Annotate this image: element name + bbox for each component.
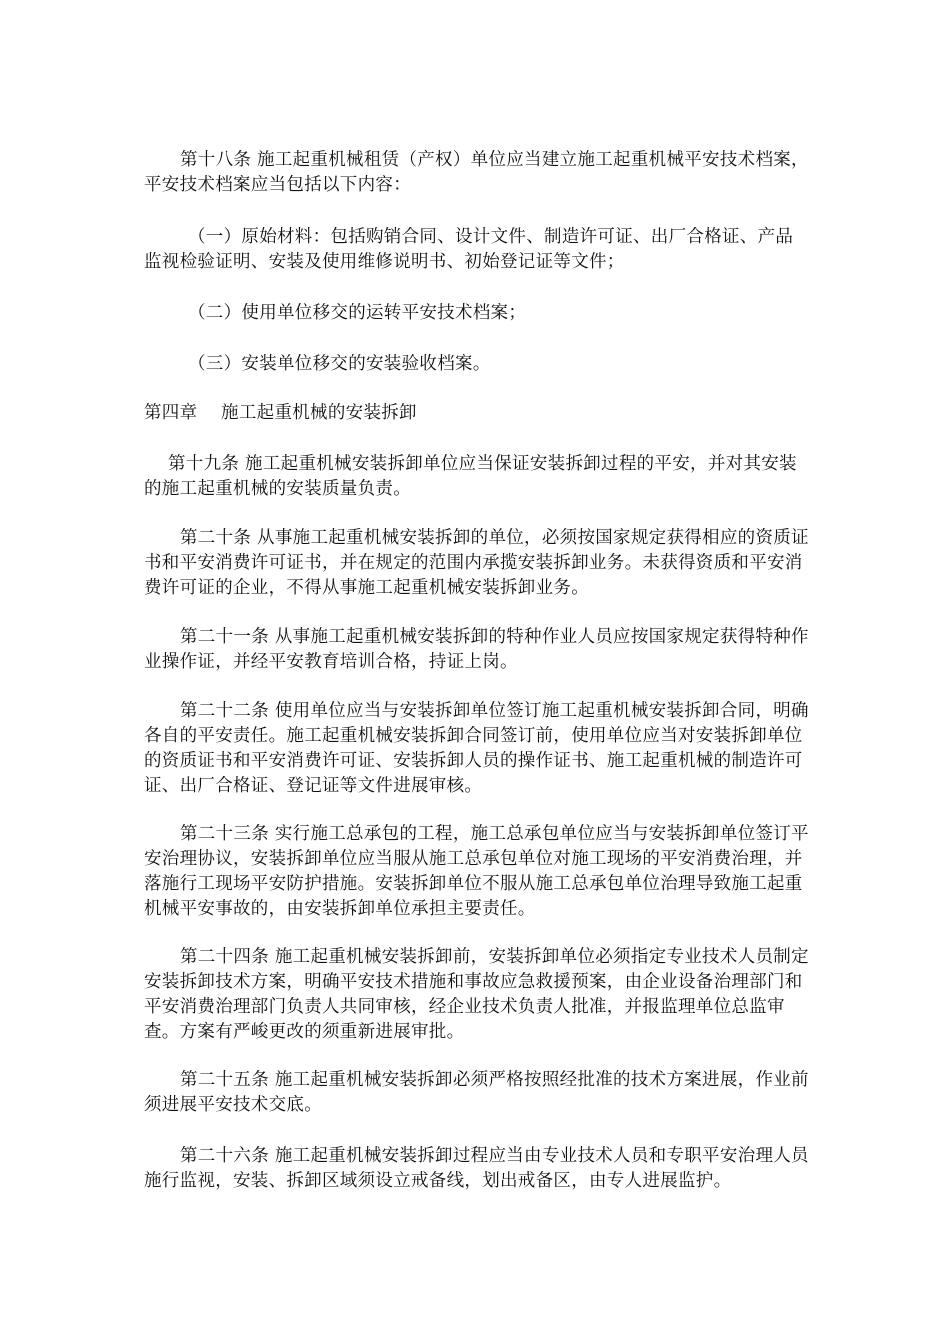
article-21: 第二十一条 从事施工起重机械安装拆卸的特种作业人员应按国家规定获得特种作业操作证，并经平安教育培训合格，持证上岗。	[144, 627, 809, 672]
article-18-item-3: （三）安装单位移交的安装验收档案。	[188, 354, 491, 374]
article-23: 第二十三条 实行施工总承包的工程，施工总承包单位应当与安装拆卸单位签订平安治理协议，安装拆卸单位应当服从施工总承包单位对施工现场的平安消费治理，并落施行工现场平安防护措施。安装拆卸单位不服从施工总承包单位治理导致施工起重机械平安事故的，由安装拆卸单位承担主要责任。	[144, 824, 809, 919]
article-18: 第十八条 施工起重机械租赁（产权）单位应当建立施工起重机械平安技术档案，平安技术档案应当包括以下内容：	[144, 150, 809, 195]
article-22: 第二十二条 使用单位应当与安装拆卸单位签订施工起重机械安装拆卸合同，明确各自的平安责任。施工起重机械安装拆卸合同签订前，使用单位应当对安装拆卸单位的资质证书和平安消费许可证、安装拆卸人员的操作证书、施工起重机械的制造许可证、出厂合格证、登记证等文件进展审核。	[144, 701, 809, 796]
article-20: 第二十条 从事施工起重机械安装拆卸的单位，必须按国家规定获得相应的资质证书和平安消费许可证书，并在规定的范围内承揽安装拆卸业务。未获得资质和平安消费许可证的企业，不得从事施工起重机械安装拆卸业务。	[144, 528, 809, 598]
article-18-item-1: （一）原始材料：包括购销合同、设计文件、制造许可证、出厂合格证、产品监视检验证明、安装及使用维修说明书、初始登记证等文件；	[144, 227, 794, 272]
article-18-item-2: （二）使用单位移交的运转平安技术档案；	[188, 303, 527, 323]
chapter-4-heading: 第四章 施工起重机械的安装拆卸	[144, 403, 417, 423]
article-19: 第十九条 施工起重机械安装拆卸单位应当保证安装拆卸过程的平安，并对其安装的施工起重机械的安装质量负责。	[144, 454, 797, 499]
article-25: 第二十五条 施工起重机械安装拆卸必须严格按照经批准的技术方案进展，作业前须进展平安技术交底。	[144, 1070, 809, 1115]
article-26: 第二十六条 施工起重机械安装拆卸过程应当由专业技术人员和专职平安治理人员施行监视，安装、拆卸区域须设立戒备线，划出戒备区，由专人进展监护。	[144, 1146, 809, 1191]
article-24: 第二十四条 施工起重机械安装拆卸前，安装拆卸单位必须指定专业技术人员制定安装拆卸技术方案，明确平安技术措施和事故应急救援预案，由企业设备治理部门和平安消费治理部门负责人共同审核，经企业技术负责人批准，并报监理单位总监审查。方案有严峻更改的须重新进展审批。	[144, 947, 809, 1042]
